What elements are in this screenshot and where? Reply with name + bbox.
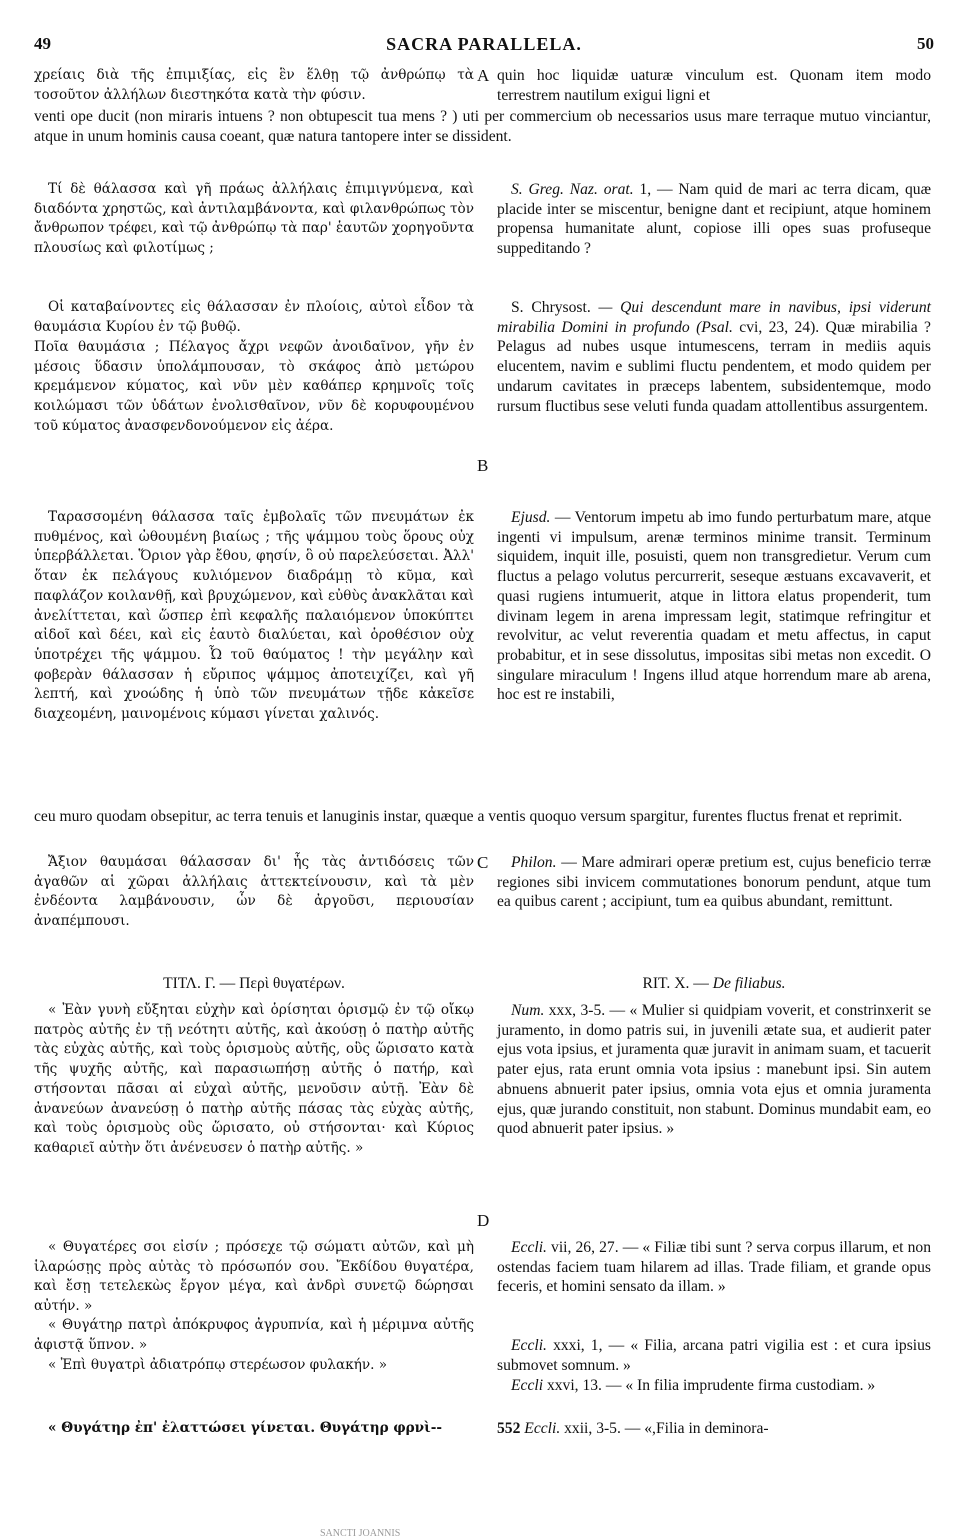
greek-chrys: Ποῖα θαυμάσια ; Πέλαγος ἄχρι νεφῶν ἀνοιδαῖνον, γῆν ἐν μέσοις ὕδασιν ὑπολάμπουσαν, τὸ σκάφος ἀπὸ μετώρου κρεμάμενον κύματος, καὶ νῦν μὲν καθάπερ κρημνοῖς τοῖς κοιλώμασι τῶν ὑδάτων ἐνολισθαῖνον, νῦν δὲ κορυφουμένου τοῦ κύματος ἀνασφενδονούμενον εἰς ἀέρα. (34, 339, 474, 434)
citation-eccli-31: Eccli. (511, 1337, 547, 1354)
footer-cutoff-text: SANCTI JOANNIS (320, 1528, 401, 1539)
latin-ejusd-text: — Ventorum impetu ab imo fundo perturbatum mare, atque ingenti vi impulsum, arenæ terminos minime transit. Terminum siquidem, inquit ille, posuisti, quem non transgredietur. Verum cum fluctus a pelago volutus percurrerit, seseque æstuans excavaverit, et quasi rugiens intumuerit, atque in littora elatus propenderit, tum divinam legem in arena impressam legit, statimque refringitur et revolvitur, ac velut reverentia quadam et metu affectus, in caput probabitur, et in sese dissolutus, impositas sibi metas non excedit. O singulare miraculum ! Ingens illud atque horrendum mare ab arena, hoc est re instabili, (497, 509, 931, 704)
running-header (34, 34, 934, 58)
latin-title-number: RIT. X. — (642, 975, 713, 992)
greek-ejusd: Ταρασσομένη θάλασσα ταῖς ἐμβολαῖς τῶν πνευμάτων ἐκ πυθμένος, καὶ ὠθουμένη βιαίως ; τῆς ψάμμου τοὺς ὅρους οὐχ ὑπερβάλλεται. Ὅριον γὰρ ἔθου, φησίν, ὃ οὐ παρελεύσεται. Ἀλλ' ὅταν ἐκ πελάγους κυλιόμενον διαδράμῃ τὸ κῦμα, καὶ παφλάζον κοιλανθῇ, καὶ βρυχώμενον, καὶ εὐθὺς ἀνακλᾶται καὶ ἀνελίττεται, καὶ ὥσπερ ἐπὶ κεφαλῆς παλαιόμενον ὑποκύπτει αἰδοῖ καὶ δέει, καὶ εἰς ἑαυτὸ διαλύεται, καὶ ὁροθέσιον οὐχ ὑποτρέχει τῆς ψάμμου. Ὦ τοῦ θαύματος ! τὴν μεγάλην καὶ φοβερὰν θάλασσαν ἡ εὔριπος ψάμμος ἀποτειχίζει, καὶ γῆ λεπτή, καὶ χνοώδης ἡ ὑπὸ τῶν πνευμάτων τῇδε κἀκεῖσε διαχεομένη, μαινομένοις κύμασι γίνεται χαλινός. (34, 509, 474, 723)
greek-eccli-22: « Θυγάτηρ ἐπ' ἐλαττώσει γίνεται. Θυγάτηρ φρνὶ-- (48, 1420, 442, 1436)
citation-eccli-26: Eccli (511, 1377, 544, 1394)
citation-eccli-22: Eccli. (524, 1420, 561, 1437)
latin-eccli-22 (497, 1419, 931, 1439)
greek-eccli-7: « Θυγατέρες σοι εἰσίν ; πρόσεχε τῷ σώματι αὐτῶν, καὶ μὴ ἱλαρώσῃς πρὸς αὐτὰς τὸ πρόσωπόν σου. Ἔκδίδου θυγατέρα, καὶ ἔσῃ τετελεκὼς ἔργον μέγα, καὶ ἀνδρὶ συνετῷ δώρησαι αὐτήν. » (34, 1239, 474, 1315)
latin-eccli-22-text: xxii, 3-5. — «,Filia in deminora- (560, 1420, 769, 1437)
page-number-right: 50 (917, 34, 934, 53)
margin-letter-b: B (477, 456, 489, 475)
citation-num: Num. (511, 1002, 545, 1019)
margin-letter-c: C (477, 853, 489, 872)
greek-eccli-31: « Θυγάτηρ πατρὶ ἀπόκρυφος ἀγρυπνία, καὶ ἡ μέριμνα αὐτῆς ἀφιστᾷ ὕπνον. » (34, 1317, 474, 1353)
citation-naz: S. Greg. Naz. orat. (511, 181, 634, 198)
latin-ejusd (497, 508, 931, 705)
latin-chrys (497, 298, 931, 416)
latin-eccli-31 (497, 1336, 931, 1375)
latin-ejusd-full: ceu muro quodam obsepitur, ac terra tenuis et lanuginis instar, quæque a ventis quoquo versum spargitur, furentes fluctus frenat et reprimit. (34, 808, 903, 825)
greek-section-title: ΤΙΤΛ. Γ. — Περὶ θυγατέρων. (163, 975, 345, 992)
latin-title-text: De filiabus. (712, 975, 786, 992)
greek-eccli-26: « Ἐπὶ θυγατρὶ ἀδιατρόπῳ στερέωσον φυλακήν. » (48, 1357, 388, 1373)
latin-chrys-text: cvi, 23, 24). Quæ mirabilia ? Pelagus ad nubes usque intumescens, terram in mediis aquis elucentem, navim e sublimi fluctu pendentem, et modo quidem per undarum cavitates in præceps labentem, subsidentemque, modo rursum fluctibus sese veluti funda quadam attollentibus assurgentem. (497, 318, 931, 415)
margin-letter-d: D (477, 1211, 490, 1230)
latin-naz-text: 1, — Nam quid de mari ac terra dicam, quæ placide inter se miscentur, benigne dant et recipiunt, atque hominem propensa humanitate alunt, copiose illi opes suas profuseque suppeditando ? (497, 181, 931, 258)
latin-chrys-psalm: — Qui descendunt mare in navibus, ipsi viderunt mirabilia Domini in profundo (Psal. (497, 299, 931, 336)
latin-eccli-7 (497, 1238, 931, 1297)
citation-ejusd: Ejusd. (511, 509, 551, 526)
greek-philon: Ἄξιον θαυμάσαι θάλασσαν δι' ἧς τὰς ἀντιδόσεις τῶν ἀγαθῶν αἱ χῶραι ἀλλήλαις ἀττεκτείνουσιν, καὶ τὰ μὲν ἐνδέοντα λαμβάνουσιν, ὧν δὲ ἀργοῦσι, περιουσίαν ἀναπέμπουσι. (34, 854, 474, 930)
running-title: SACRA PARALLELA. (386, 34, 582, 54)
latin-eccli-26-text: xxvi, 13. — « In filia imprudente firma custodiam. » (543, 1377, 876, 1394)
greek-num: « Ἐὰν γυνὴ εὔξηται εὐχὴν καὶ ὁρίσηται ὁρισμῷ ἐν τῷ οἴκῳ πατρὸς αὐτῆς ἐν τῇ νεότητι αὐτῆς, καὶ ἀκούσῃ ὁ πατὴρ αὐτῆς τὰς εὐχὰς αὐτῆς, καὶ τοὺς ὁρισμοὺς αὐτῆς, οὓς ὥρισατο κατὰ τῆς ψυχῆς αὐτῆς, καὶ παρασιωπήσῃ αὐτῆς ὁ πατήρ, καὶ στήσονται πᾶσαι αἱ εὐχαὶ αὐτῆς, μενοῦσιν αὐτῇ. Ἐὰν δὲ ἀνανεύων ἀνανεύσῃ ὁ πατὴρ αὐτῆς πάσας τὰς εὐχὰς αὐτῆς, καὶ τοὺς ὁρισμοὺς οὓς ὥρισατο, οὐ στήσονται· καὶ Κύριος καθαριεῖ αὐτὴν ὅτι ἀνένευσεν ὁ πατὴρ αὐτῆς. » (34, 1002, 474, 1156)
margin-letter-a: A (477, 66, 490, 85)
latin-philon-text: — Mare admirari operæ pretium est, cujus beneficio terræ regiones sibi invicem commutationes bonorum pendunt, atque tum ea quibus carent ; accipiunt, tum ea quibus abundant, remittunt. (497, 854, 931, 911)
greek-naz: Τί δὲ θάλασσα καὶ γῆ πράως ἀλλήλαις ἐπιμιγνύμενα, καὶ διαδόντα χρηστῶς, καὶ ἀντιλαμβάνοντα, καὶ φιλανθρώπως τὸν ἄνθρωπον τρέφει, καὶ τῷ ἀνθρώπῳ τὰ παρ' ἑαυτῶν χορηγοῦντα πλουσίως καὶ φιλοτίμως ; (34, 181, 474, 257)
latin-num-text: xxx, 3-5. — « Mulier si quidpiam voverit, et constrinxerit se juramento, in domo patris sui, in juvenili ætate sua, et audierit pater ejus vota ipsius, et juramenta quæ juravit in animam suam, et tacuerit pater ejus, rata erunt omnia vota ipsius : manebunt ipsi. Sin autem abnuens abnuerit pater ipsius, omnia vota ejus et omnia juramenta ejus, quæ jurando constituit, non stabunt. Dominus mundabit eam, eo quod abnuerit pater ipsius. » (497, 1002, 931, 1138)
greek-chrys-psalm: Οἱ καταβαίνοντες εἰς θάλασσαν ἐν πλοίοις, αὐτοὶ εἶδον τὰ θαυμάσια Κυρίου ἐν τῷ βυθῷ. (34, 299, 474, 335)
latin-top-full: venti ope ducit (non miraris intuens ? non obtupescit tua mens ? ) uti per commercium ob necessarios usus mare terraque mutuo vinciantur, atque in unum hominis causa coeant, quæ natura tantopere inter se dissident. (34, 108, 931, 145)
latin-eccli-26 (497, 1376, 931, 1396)
latin-eccli-7-text: vii, 26, 27. — « Filiæ tibi sunt ? serva corpus illarum, et non ostendas faciem tuam hilarem ad illas. Trade filiam, et grande opus feceris, et homini sensato da illam. » (497, 1239, 931, 1296)
latin-section-title (497, 974, 931, 994)
page-number-left: 49 (34, 34, 51, 53)
greek-top: χρείαις διὰ τῆς ἐπιμιξίας, εἰς ἓν ἕλθῃ τῷ ἀνθρώπῳ τὰ τοσοῦτον ἀλλήλων διεστηκότα κατὰ τὴν φύσιν. (34, 67, 474, 103)
column-number: 552 (497, 1420, 521, 1437)
latin-philon (497, 853, 931, 912)
citation-philon: Philon. (511, 854, 557, 871)
latin-num (497, 1001, 931, 1139)
citation-eccli-7: Eccli. (511, 1239, 547, 1256)
latin-top: quin hoc liquidæ uaturæ vinculum est. Quonam item modo terrestrem nautilum exigui ligni et (497, 67, 931, 104)
citation-chrys: S. Chrysost. (511, 299, 591, 316)
latin-naz (497, 180, 931, 259)
latin-eccli-31-text: xxxi, 1, — « Filia, arcana patri vigilia est : et cura ipsius submovet somnum. » (497, 1337, 931, 1374)
